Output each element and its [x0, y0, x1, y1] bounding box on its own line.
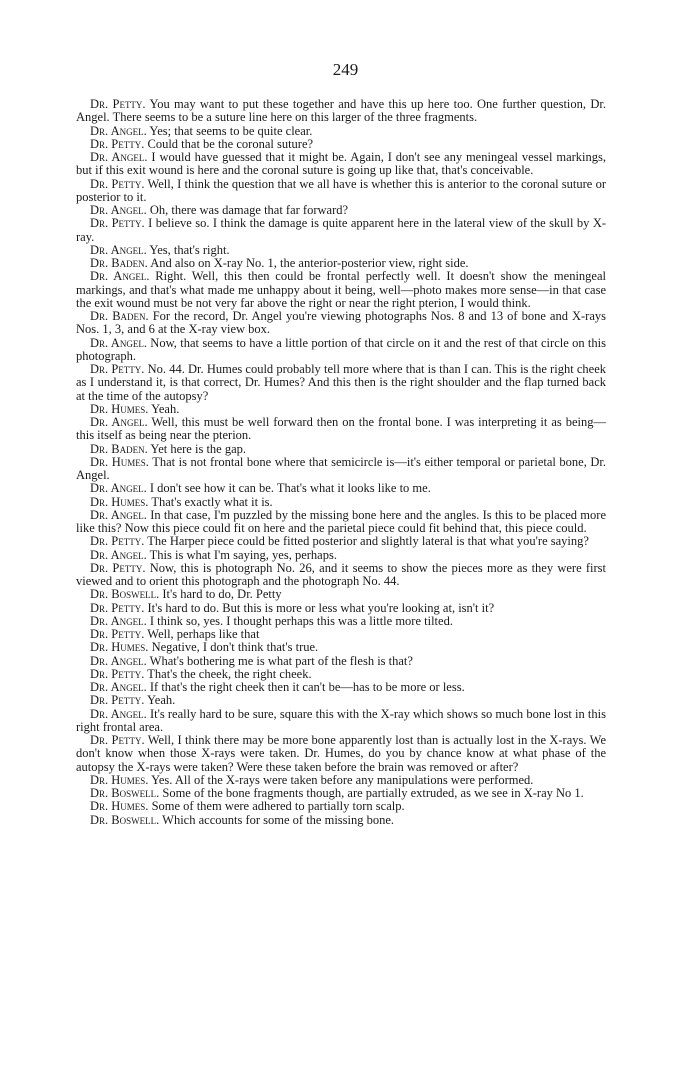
- speech-text: That's the cheek, the right cheek.: [147, 666, 312, 681]
- speaker-name: Dr. Petty.: [90, 216, 145, 231]
- speech-text: Yeah.: [151, 401, 180, 416]
- speech-text: The Harper piece could be fitted posterior and slightly lateral is that what you're saying?: [147, 534, 589, 549]
- speech-text: It's hard to do. But this is more or less what you're looking at, isn't it?: [147, 600, 495, 615]
- speech-text: Right. Well, this then could be frontal perfectly well. It doesn't show the meningeal markings, and that's what made me unhappy about it being, well—photo makes more sense—in that case the exit wound must be not very far above the right or near the right pterion, I would think.: [76, 269, 606, 310]
- speech-text: This is what I'm saying, yes, perhaps.: [149, 547, 337, 562]
- speaker-name: Dr. Angel.: [90, 653, 147, 668]
- transcript-paragraph: [76, 138, 606, 151]
- speech-text: I think so, yes. I thought perhaps this was a little more tilted.: [149, 613, 453, 628]
- transcript-paragraph: [76, 787, 606, 800]
- transcript-paragraph: [76, 562, 606, 589]
- transcript-paragraph: [76, 668, 606, 681]
- transcript-paragraph: [76, 708, 606, 735]
- speaker-name: Dr. Angel.: [90, 269, 150, 284]
- speaker-name: Dr. Angel.: [90, 481, 147, 496]
- transcript-paragraph: [76, 456, 606, 483]
- speaker-name: Dr. Boswell.: [90, 587, 160, 602]
- speaker-name: Dr. Petty.: [90, 534, 145, 549]
- speaker-name: Dr. Angel.: [90, 123, 147, 138]
- transcript-paragraph: [76, 535, 606, 548]
- speaker-name: Dr. Humes.: [90, 772, 149, 787]
- speaker-name: Dr. Petty.: [90, 627, 145, 641]
- speaker-name: Dr. Baden.: [90, 256, 148, 270]
- speaker-name: Dr. Humes.: [90, 640, 149, 655]
- transcript-paragraph: [76, 125, 606, 138]
- transcript-paragraph: [76, 734, 606, 774]
- transcript-paragraph: [76, 363, 606, 403]
- transcript-paragraph: [76, 800, 606, 813]
- speaker-name: Dr. Angel.: [90, 613, 147, 628]
- speech-text: Well, this must be well forward then on the frontal bone. I was interpreting it as being—this itself as being near the pterion.: [76, 415, 606, 443]
- transcript-paragraph: [76, 509, 606, 536]
- speech-text: It's hard to do, Dr. Petty: [162, 587, 282, 602]
- speaker-name: Dr. Angel.: [90, 150, 148, 164]
- speech-text: If that's the right cheek then it can't be—has to be more or less.: [149, 680, 465, 694]
- speaker-name: Dr. Baden.: [90, 441, 148, 456]
- speech-text: Now, this is photograph No. 26, and it seems to show the pieces more as they were first viewed and to orient this photograph and the photograph No. 44.: [76, 560, 606, 588]
- speaker-name: Dr. Petty.: [90, 176, 145, 191]
- transcript-paragraph: [76, 588, 606, 601]
- speaker-name: Dr. Boswell.: [90, 786, 160, 800]
- transcript-paragraph: [76, 217, 606, 244]
- speech-text: Which accounts for some of the missing bone.: [162, 812, 395, 827]
- transcript-paragraph: [76, 814, 606, 827]
- speaker-name: Dr. Humes.: [90, 454, 149, 469]
- speaker-name: Dr. Angel.: [90, 547, 147, 562]
- speech-text: What's bothering me is what part of the flesh is that?: [149, 653, 413, 668]
- speech-text: In that case, I'm puzzled by the missing bone here and the angles. Is this to be placed more like this? Now this piece could fit on here and the parietal piece could fit behind that, this piece could.: [76, 507, 606, 535]
- speech-text: Negative, I don't think that's true.: [151, 640, 319, 655]
- speech-text: Well, I think the question that we all have is whether this is anterior to the coronal suture or posterior to it.: [76, 176, 606, 204]
- speech-text: Yeah.: [147, 693, 176, 708]
- speech-text: And also on X-ray No. 1, the anterior-posterior view, right side.: [150, 256, 469, 270]
- transcript-paragraph: [76, 774, 606, 787]
- speaker-name: Dr. Angel.: [90, 706, 147, 721]
- speaker-name: Dr. Petty.: [90, 600, 145, 615]
- transcript-paragraph: [76, 244, 606, 257]
- speech-text: Could that be the coronal suture?: [147, 136, 314, 151]
- speaker-name: Dr. Angel.: [90, 203, 147, 217]
- transcript-paragraph: [76, 337, 606, 364]
- transcript-paragraph: [76, 615, 606, 628]
- speech-text: Well, perhaps like that: [147, 627, 260, 641]
- speaker-name: Dr. Boswell.: [90, 812, 160, 827]
- speech-text: Yet here is the gap.: [150, 441, 247, 456]
- speech-text: Yes; that seems to be quite clear.: [149, 123, 313, 138]
- transcript-paragraph: [76, 270, 606, 310]
- speaker-name: Dr. Petty.: [90, 136, 145, 151]
- transcript-paragraph: [76, 628, 606, 641]
- transcript-paragraph: [76, 204, 606, 217]
- speech-text: For the record, Dr. Angel you're viewing photographs Nos. 8 and 13 of bone and X-rays Nos. 1, 3, and 6 at the X-ray view box.: [76, 309, 606, 337]
- transcript-paragraph: [76, 310, 606, 337]
- speech-text: I would have guessed that it might be. Again, I don't see any meningeal vessel markings, but if this exit wound is here and the coronal suture is going up like that, that's conceivable.: [76, 150, 606, 178]
- speech-text: No. 44. Dr. Humes could probably tell more where that is than I can. This is the right cheek as I understand it, is that correct, Dr. Humes? And this then is the right shoulder and the flap turned back at the time of the autopsy?: [76, 362, 606, 403]
- speech-text: Yes. All of the X-rays were taken before any manipulations were performed.: [151, 772, 534, 787]
- transcript-paragraph: [76, 178, 606, 205]
- speaker-name: Dr. Humes.: [90, 401, 149, 416]
- speech-text: That's exactly what it is.: [151, 494, 273, 509]
- transcript-paragraph: [76, 496, 606, 509]
- speech-text: It's really hard to be sure, square this with the X-ray which shows so much bone lost in this right frontal area.: [76, 706, 606, 734]
- speech-text: Oh, there was damage that far forward?: [149, 203, 349, 217]
- transcript-paragraph: [76, 443, 606, 456]
- transcript-paragraph: [76, 151, 606, 178]
- transcript: [76, 98, 606, 827]
- speech-text: You may want to put these together and have this up here too. One further question, Dr. Angel. There seems to be a suture line here on this larger of the three fragments.: [76, 97, 606, 125]
- speaker-name: Dr. Angel.: [90, 335, 147, 350]
- transcript-paragraph: [76, 694, 606, 707]
- transcript-paragraph: [76, 98, 606, 125]
- speech-text: I believe so. I think the damage is quite apparent here in the lateral view of the skull by X-ray.: [76, 216, 607, 244]
- transcript-paragraph: [76, 482, 606, 495]
- transcript-paragraph: [76, 602, 606, 615]
- transcript-paragraph: [76, 681, 606, 694]
- speaker-name: Dr. Humes.: [90, 494, 149, 509]
- transcript-paragraph: [76, 257, 606, 270]
- speech-text: Some of them were adhered to partially torn scalp.: [151, 799, 405, 814]
- speaker-name: Dr. Humes.: [90, 799, 149, 814]
- speaker-name: Dr. Angel.: [90, 507, 147, 522]
- speaker-name: Dr. Baden.: [90, 309, 149, 323]
- speech-text: Now, that seems to have a little portion of that circle on it and the rest of that circle on this photograph.: [76, 335, 606, 363]
- speech-text: That is not frontal bone where that semicircle is—it's either temporal or parietal bone, Dr. Angel.: [76, 454, 606, 482]
- transcript-paragraph: [76, 416, 606, 443]
- speaker-name: Dr. Petty.: [90, 693, 145, 708]
- speech-text: Some of the bone fragments though, are partially extruded, as we see in X-ray No 1.: [162, 786, 584, 800]
- transcript-paragraph: [76, 403, 606, 416]
- transcript-paragraph: [76, 641, 606, 654]
- speaker-name: Dr. Petty.: [90, 560, 146, 575]
- speaker-name: Dr. Petty.: [90, 666, 145, 681]
- speaker-name: Dr. Angel.: [90, 242, 147, 257]
- speech-text: Yes, that's right.: [149, 242, 230, 257]
- speech-text: Well, I think there may be more bone apparently lost than is actually lost in the X-rays. We don't know when those X-rays were taken. Dr. Humes, do you by chance know at what phase of the autopsy the X-rays were taken? Were these taken before the brain was removed or after?: [76, 733, 606, 774]
- speaker-name: Dr. Angel.: [90, 680, 147, 694]
- speech-text: I don't see how it can be. That's what it looks like to me.: [149, 481, 431, 496]
- speaker-name: Dr. Angel.: [90, 415, 148, 429]
- transcript-paragraph: [76, 549, 606, 562]
- transcript-paragraph: [76, 655, 606, 668]
- page-number: 249: [332, 60, 359, 79]
- speaker-name: Dr. Petty.: [90, 362, 145, 376]
- speaker-name: Dr. Petty.: [90, 733, 145, 747]
- speaker-name: Dr. Petty.: [90, 97, 146, 111]
